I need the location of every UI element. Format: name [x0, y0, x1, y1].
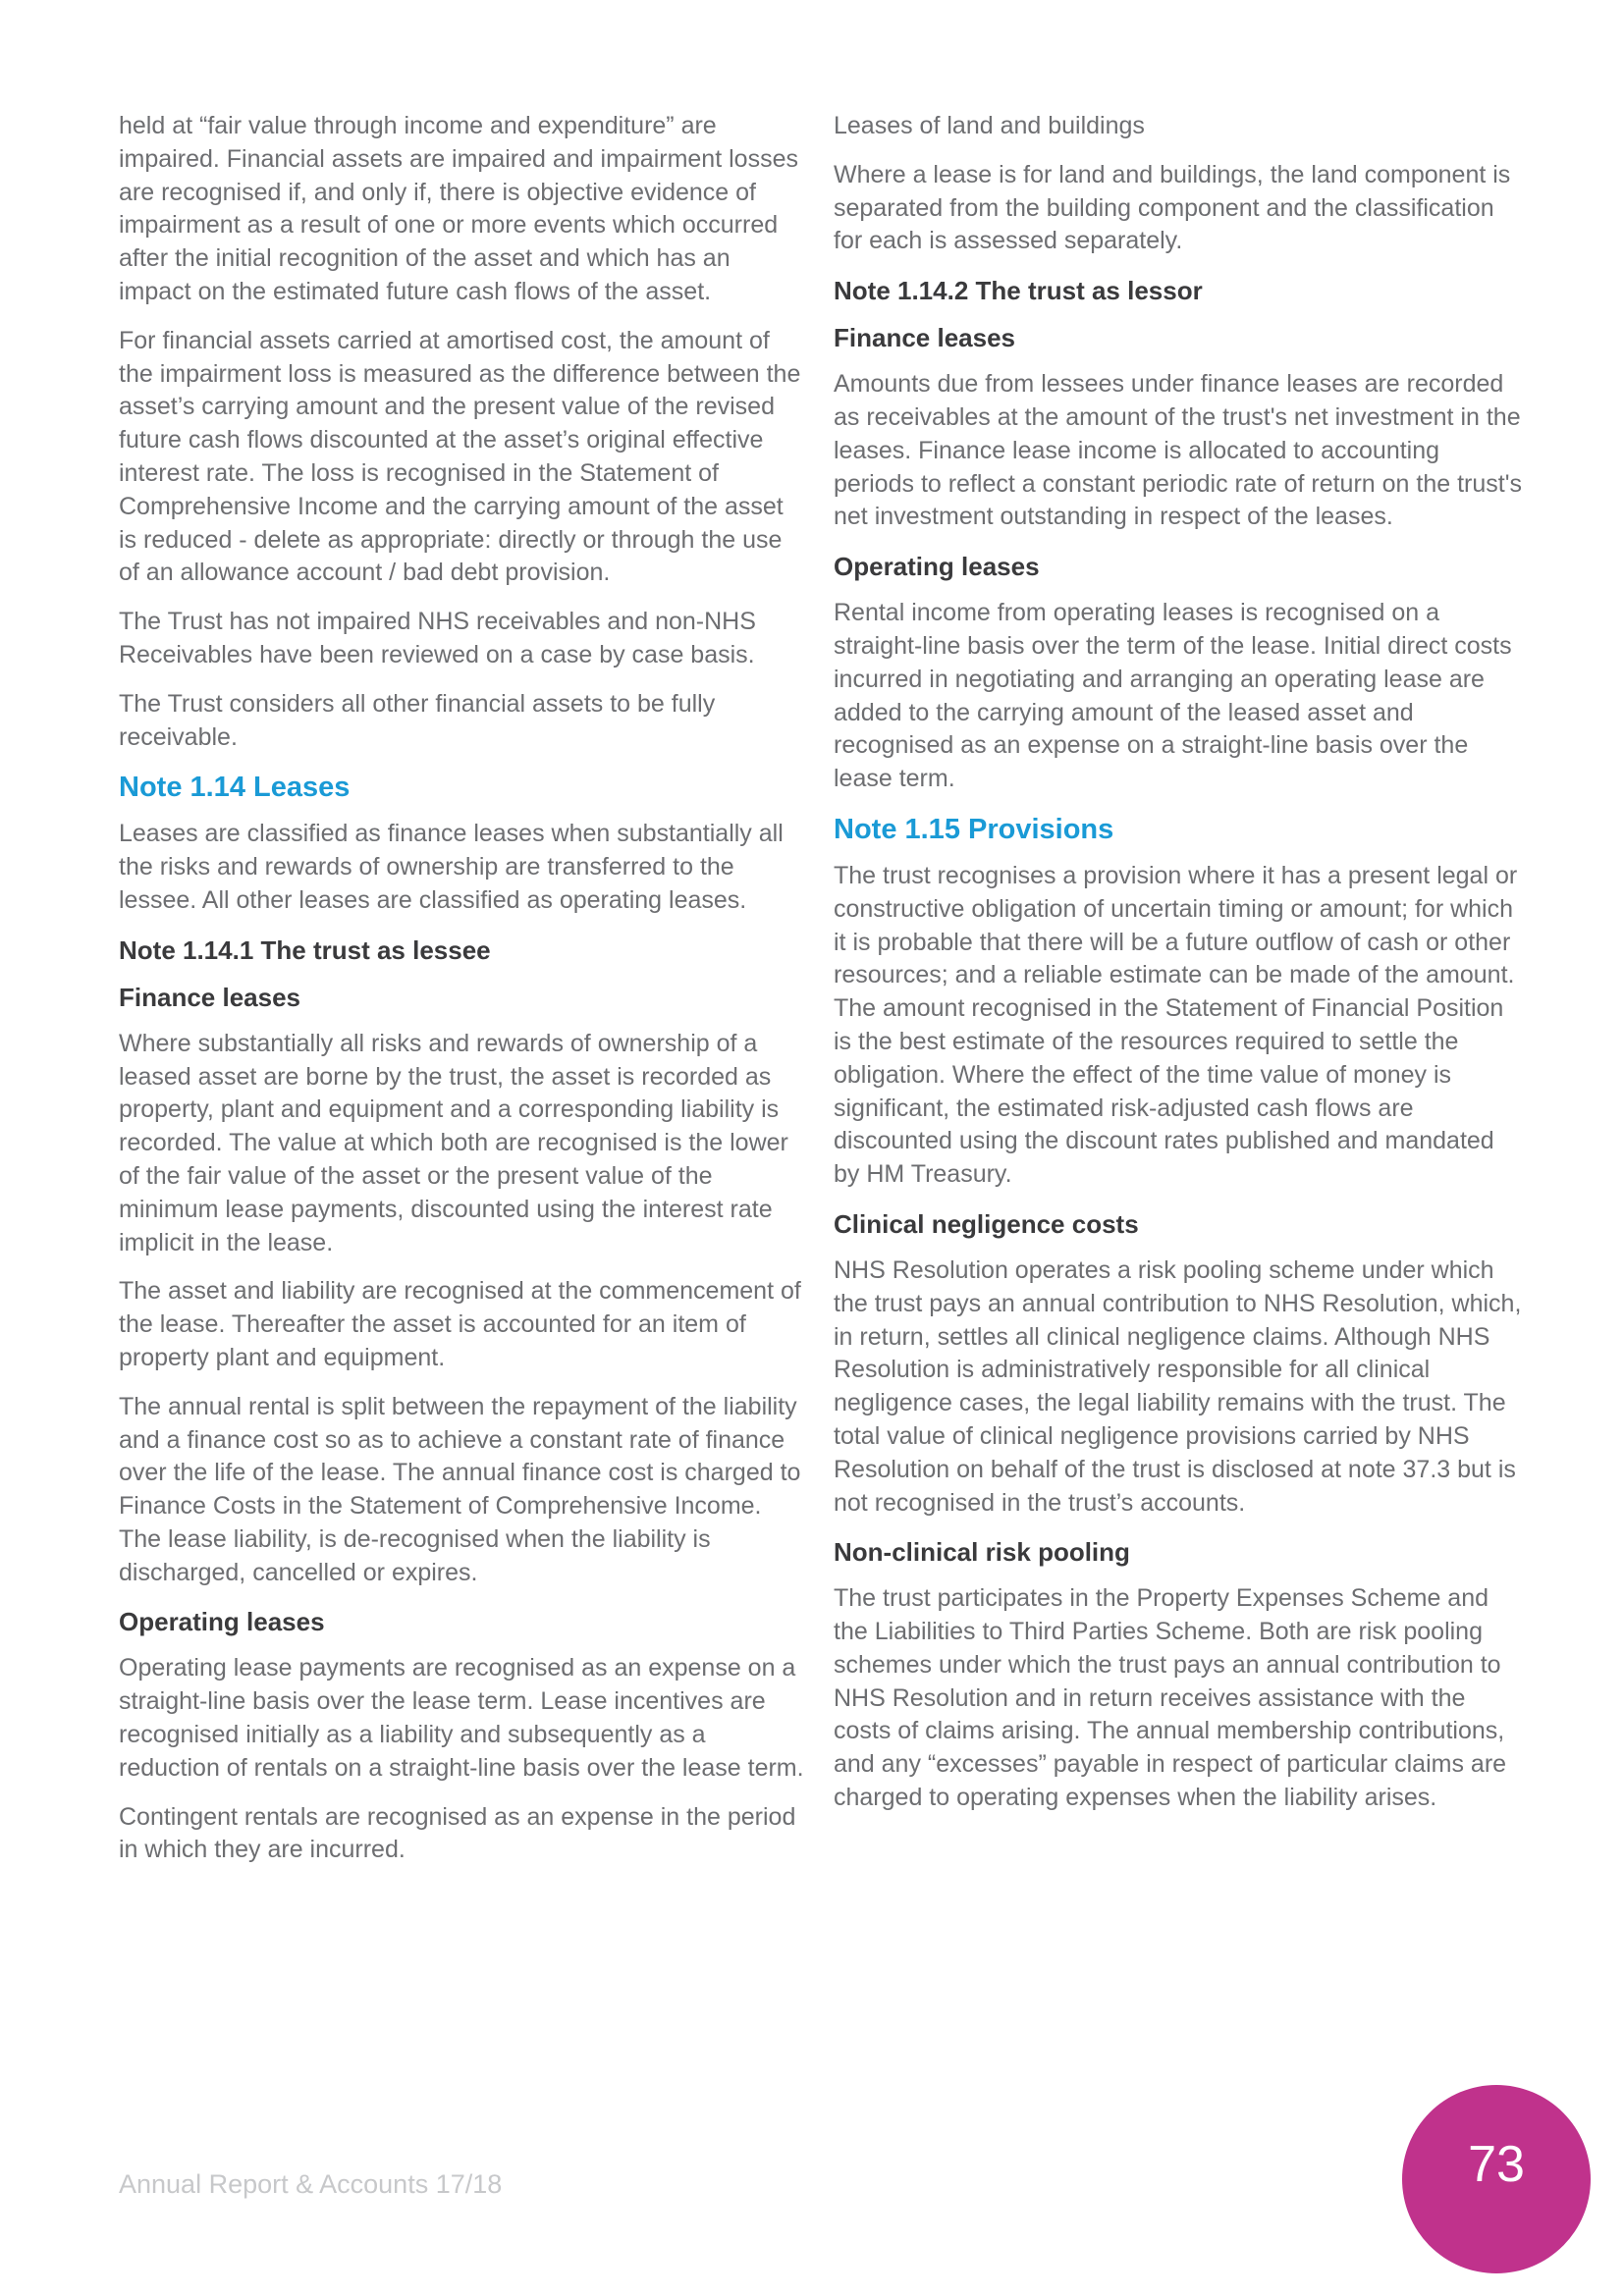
subheading-operating-leases: Operating leases: [834, 552, 1040, 582]
paragraph: The Trust has not impaired NHS receivables and non-NHS Receivables have been reviewed on a case by case basis.: [119, 608, 756, 668]
left-column: [119, 110, 806, 1883]
paragraph: Leases are classified as finance leases when substantially all the risks and rewards of ownership are transferred to the lessee. All other leases are classified as operating leases.: [119, 820, 784, 914]
page-number-badge: [1402, 2085, 1591, 2273]
paragraph: The annual rental is split between the repayment of the liability and a finance cost so as to achieve a constant rate of finance over the life of the lease. The annual finance cost is charged to Finance Costs in the Statement of Comprehensive Income. The lease liability, is de-recognised when the liability is discharged, cancelled or expires.: [119, 1392, 801, 1586]
subheading-note-1-14-1-the-trust-as-lessee: Note 1.14.1 The trust as lessee: [119, 934, 491, 965]
footer-report-title: Annual Report & Accounts 17/18: [119, 2169, 503, 2199]
paragraph: Rental income from operating leases is recognised on a straight-line basis over the term of the lease. Initial direct costs incurred in negotiating and arranging an operating lease are added to the carrying amount of the leased asset and recognised as an expense on a straight-line basis over the lease term.: [834, 599, 1512, 793]
paragraph: NHS Resolution operates a risk pooling scheme under which the trust pays an annual contribution to NHS Resolution, which, in return, settles all clinical negligence claims. Although NHS Resolution is administratively responsible for all clinical negligence cases, the legal liability remains with the trust. The total value of clinical negligence provisions carried by NHS Resolution on behalf of the trust is disclosed at note 37.3 but is not recognised in the trust’s accounts.: [834, 1255, 1522, 1517]
paragraph: The Trust considers all other financial assets to be fully receivable.: [119, 689, 716, 751]
paragraph: Amounts due from lessees under finance leases are recorded as receivables at the amount of the trust's net investment in the leases. Finance lease income is allocated to accounting periods to reflect a constant periodic rate of return on the trust's net investment outstanding in respect of the leases.: [834, 370, 1522, 531]
subheading-finance-leases: Finance leases: [119, 982, 300, 1012]
paragraph: Contingent rentals are recognised as an expense in the period in which they are incurred.: [119, 1802, 796, 1864]
paragraph: Operating lease payments are recognised as an expense on a straight-line basis over the lease term. Lease incentives are recognised initially as a liability and subsequently as a reduction of rentals on a straight-line basis over the lease term.: [119, 1654, 804, 1782]
paragraph: Where a lease is for land and buildings, the land component is separated from the building component and the classification for each is assessed separately.: [834, 160, 1511, 255]
paragraph: Where substantially all risks and rewards of ownership of a leased asset are borne by the trust, the asset is recorded as property, plant and equipment and a corresponding liability is recorded. The value at which both are recognised is the lower of the fair value of the asset or the present value of the minimum lease payments, discounted using the interest rate implicit in the lease.: [119, 1029, 788, 1256]
right-column: [834, 110, 1524, 1831]
page-number: 73: [1468, 2136, 1525, 2193]
section-heading-note-1-14-leases: Note 1.14 Leases: [119, 772, 351, 804]
paragraph: The trust recognises a provision where it has a present legal or constructive obligation of uncertain timing or amount; for which it is probable that there will be a future outflow of cash or other resources; and a reliable estimate can be made of the amount. The amount recognised in the Statement of Financial Position is the best estimate of the resources required to settle the obligation. Where the effect of the time value of money is significant, the estimated risk-adjusted cash flows are discounted using the discount rates published and mandated by HM Treasury.: [834, 861, 1518, 1189]
subheading-note-1-14-2-the-trust-as-lessor: Note 1.14.2 The trust as lessor: [834, 276, 1203, 306]
paragraph: held at “fair value through income and expenditure” are impaired. Financial assets are impaired and impairment losses are recognised if, and only if, there is objective evidence of impairment as a result of one or more events which occurred after the initial recognition of the asset and which has an impact on the estimated future cash flows of the asset.: [119, 112, 798, 305]
subheading-clinical-negligence-costs: Clinical negligence costs: [834, 1208, 1139, 1239]
paragraph: For financial assets carried at amortised cost, the amount of the impairment loss is measured as the difference between the asset’s carrying amount and the present value of the revised future cash flows discounted at the asset’s original effective interest rate. The loss is recognised in the Statement of Comprehensive Income and the carrying amount of the asset is reduced - delete as appropriate: directly or through the use of an allowance account / bad debt provision.: [119, 326, 801, 587]
paragraph: The asset and liability are recognised at the commencement of the lease. Thereafter the asset is accounted for an item of property plant and equipment.: [119, 1277, 801, 1371]
section-heading-note-1-15-provisions: Note 1.15 Provisions: [834, 813, 1114, 845]
subheading-finance-leases: Finance leases: [834, 323, 1015, 353]
paragraph: The trust participates in the Property Expenses Scheme and the Liabilities to Third Parties Scheme. Both are risk pooling schemes under which the trust pays an annual contribution to NHS Resolution and in return receives assistance with the costs of claims arising. The annual membership contributions, and any “excesses” payable in respect of particular claims are charged to operating expenses when the liability arises.: [834, 1584, 1507, 1812]
subheading-non-clinical-risk-pooling: Non-clinical risk pooling: [834, 1537, 1130, 1568]
subheading-operating-leases: Operating leases: [119, 1607, 325, 1637]
paragraph: Leases of land and buildings: [834, 112, 1145, 139]
